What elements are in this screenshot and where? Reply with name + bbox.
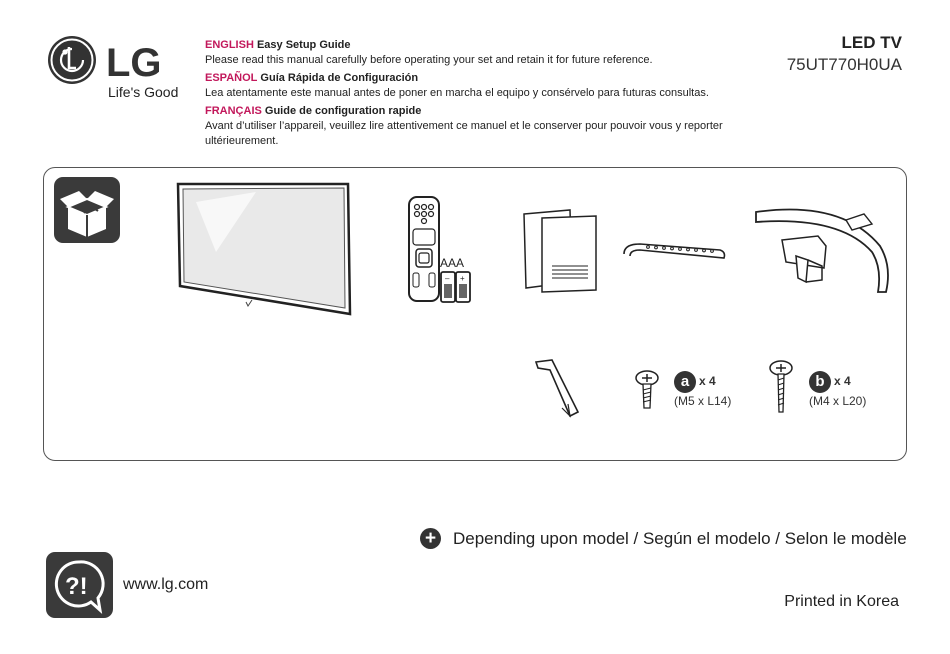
lang-label-es: ESPAÑOL bbox=[205, 72, 258, 84]
screw-a-spec: (M5 x L14) bbox=[674, 394, 732, 408]
printed-in-label: Printed in Korea bbox=[784, 593, 899, 610]
guide-title-en: Easy Setup Guide bbox=[256, 39, 351, 51]
plus-icon: + bbox=[420, 528, 441, 549]
battery-type-label: AAA bbox=[440, 256, 465, 270]
intro-heading-fr bbox=[205, 104, 765, 119]
intro-text-block bbox=[205, 38, 765, 149]
open-box-icon bbox=[54, 177, 120, 243]
guide-title-es: Guía Rápida de Configuración bbox=[260, 72, 419, 84]
screw-a-count bbox=[674, 371, 716, 393]
svg-text:+: + bbox=[460, 274, 465, 283]
screw-b-quantity: x 4 bbox=[834, 374, 851, 389]
lang-label-en: ENGLISH bbox=[205, 39, 254, 51]
website-url[interactable]: www.lg.com bbox=[123, 576, 209, 593]
svg-text:?!: ?! bbox=[65, 573, 88, 600]
tv-icon bbox=[176, 182, 354, 323]
stand-bracket-icon bbox=[778, 232, 834, 291]
logo-wordmark: LG bbox=[106, 41, 162, 85]
screw-a-badge: a bbox=[674, 371, 696, 393]
screw-a-quantity: x 4 bbox=[699, 374, 716, 389]
intro-heading-en bbox=[205, 38, 765, 53]
intro-text-fr: Avant d’utiliser l’appareil, veuillez lire attentivement ce manuel et le conserver pour pouvoir vous y reporter ultérieurement. bbox=[205, 120, 723, 147]
stand-leg-icon bbox=[532, 358, 586, 425]
cable-holder-icon bbox=[620, 236, 730, 267]
question-exclamation-icon bbox=[46, 552, 113, 618]
svg-text:–: – bbox=[445, 274, 450, 283]
guide-title-fr: Guide de configuration rapide bbox=[264, 105, 422, 117]
brand-tagline: Life's Good bbox=[108, 84, 179, 100]
intro-text-es: Lea atentamente este manual antes de poner en marcha el equipo y consérvelo para futuras consultas. bbox=[205, 87, 709, 99]
lang-label-fr: FRANÇAIS bbox=[205, 105, 262, 117]
batteries-icon bbox=[440, 270, 474, 309]
product-info bbox=[787, 33, 902, 75]
screw-b-count bbox=[809, 371, 851, 393]
intro-text-en: Please read this manual carefully before operating your set and retain it for future reference. bbox=[205, 54, 653, 66]
screw-b-spec: (M4 x L20) bbox=[809, 394, 867, 408]
screw-a-icon bbox=[634, 370, 660, 417]
model-number: 75UT770H0UA bbox=[786, 55, 902, 74]
model-note bbox=[420, 528, 907, 549]
screw-b-badge: b bbox=[809, 371, 831, 393]
intro-heading-es bbox=[205, 71, 765, 86]
manuals-icon bbox=[522, 208, 600, 299]
screw-b-icon bbox=[768, 360, 794, 419]
product-type: LED TV bbox=[841, 33, 902, 52]
model-note-text: Depending upon model / Según el modelo / Selon le modèle bbox=[453, 528, 907, 548]
